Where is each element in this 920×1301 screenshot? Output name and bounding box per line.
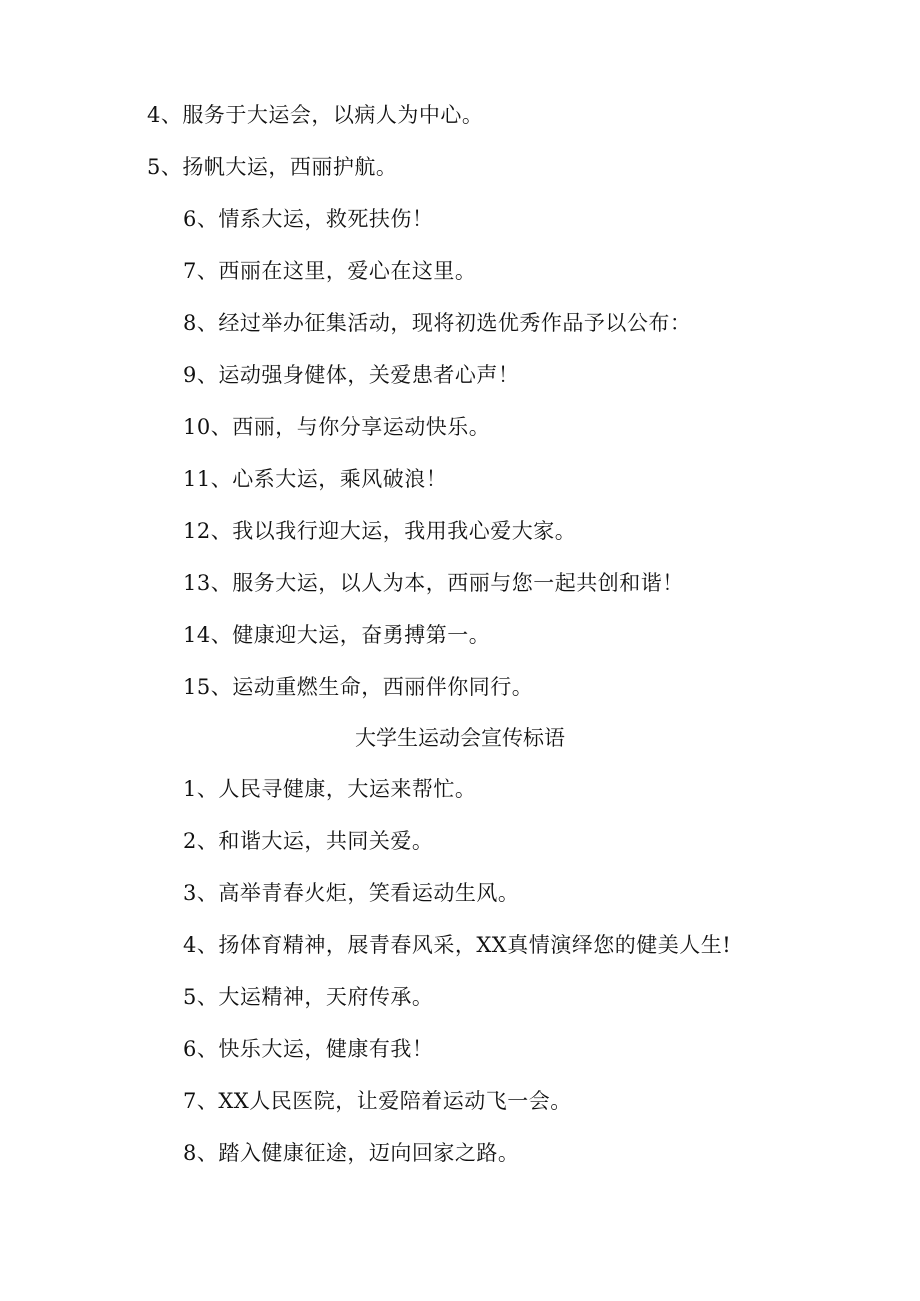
slogan-line: 3、高举青春火炬，笑看运动生风。 <box>183 881 520 905</box>
slogan-line: 11、心系大运，乘风破浪！ <box>183 467 448 491</box>
section-title: 大学生运动会宣传标语 <box>355 726 565 750</box>
slogan-line: 2、和谐大运，共同关爱。 <box>183 829 434 853</box>
slogan-line: 7、XX人民医院，让爱陪着运动飞一会。 <box>183 1089 572 1113</box>
slogan-line: 14、健康迎大运，奋勇搏第一。 <box>183 623 491 647</box>
slogan-line: 8、经过举办征集活动，现将初选优秀作品予以公布： <box>183 311 692 335</box>
slogan-line: 10、西丽，与你分享运动快乐。 <box>183 415 491 439</box>
slogan-line: 6、快乐大运，健康有我！ <box>183 1037 434 1061</box>
slogan-line: 4、服务于大运会，以病人为中心。 <box>147 103 484 127</box>
slogan-line: 1、人民寻健康，大运来帮忙。 <box>183 777 477 801</box>
slogan-line: 6、情系大运，救死扶伤！ <box>183 207 434 231</box>
slogan-line: 13、服务大运，以人为本，西丽与您一起共创和谐！ <box>183 571 684 595</box>
slogan-line: 12、我以我行迎大运，我用我心爱大家。 <box>183 519 577 543</box>
slogan-line: 5、扬帆大运，西丽护航。 <box>147 155 398 179</box>
slogan-line: 8、踏入健康征途，迈向回家之路。 <box>183 1141 520 1165</box>
slogan-line: 7、西丽在这里，爱心在这里。 <box>183 259 477 283</box>
slogan-line: 15、运动重燃生命，西丽伴你同行。 <box>183 675 534 699</box>
slogan-line: 4、扬体育精神，展青春风采，XX真情演绎您的健美人生! <box>183 933 732 957</box>
slogan-line: 5、大运精神，天府传承。 <box>183 985 434 1009</box>
slogan-line: 9、运动强身健体，关爱患者心声！ <box>183 363 520 387</box>
